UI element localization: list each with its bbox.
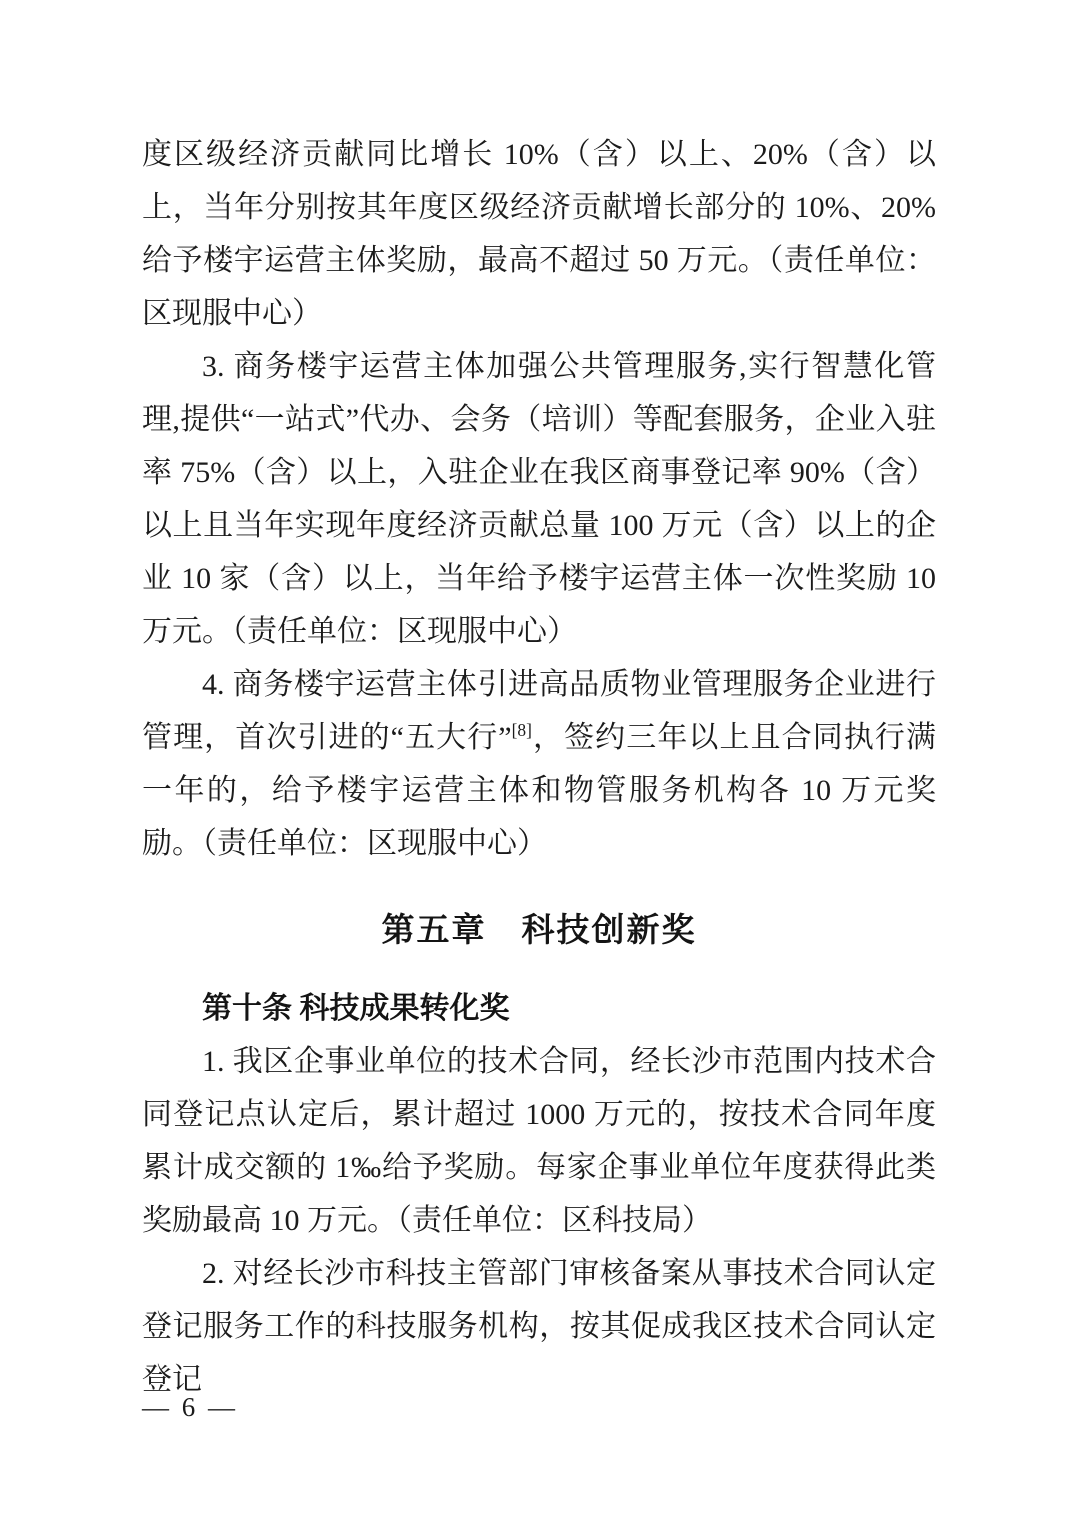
paragraph-item-3: 3. 商务楼宇运营主体加强公共管理服务,实行智慧化管理,提供“一站式”代办、会务（培训）等配套服务，企业入驻率 75%（含）以上，入驻企业在我区商事登记率 90%（含）以上且当年实现年度经济贡献总量 100 万元（含）以上的企业 10 家（含）以上，当年给予楼宇运营主体一次性奖励 10 万元。（责任单位：区现服中心）	[142, 350, 936, 648]
document-body	[142, 128, 936, 1406]
paragraph-continuation: 度区级经济贡献同比增长 10%（含）以上、20%（含）以上，当年分别按其年度区级经济贡献增长部分的 10%、20%给予楼宇运营主体奖励，最高不超过 50 万元。（责任单位：区现服中心）	[142, 138, 936, 330]
chapter-heading: 第五章 科技创新奖	[381, 911, 697, 948]
paragraph-tech-item-1: 1. 我区企事业单位的技术合同，经长沙市范围内技术合同登记点认定后，累计超过 1000 万元的，按技术合同年度累计成交额的 1‰给予奖励。每家企事业单位年度获得此类奖励最高 10 万元。（责任单位：区科技局）	[142, 1045, 936, 1237]
paragraph-tech-item-2: 2. 对经长沙市科技主管部门审核备案从事技术合同认定登记服务工作的科技服务机构，按其促成我区技术合同认定登记	[142, 1257, 936, 1396]
paragraph-item-4-text-after: ，签约三年以上且合同执行满一年的，给予楼宇运营主体和物管服务机构各 10 万元奖励。（责任单位：区现服中心）	[142, 721, 937, 860]
paragraph-item-4-text-before: 4. 商务楼宇运营主体引进高品质物业管理服务企业进行管理，首次引进的“五大行”	[142, 668, 936, 754]
footnote-ref-8: [8]	[511, 720, 532, 740]
page-footer	[142, 1390, 238, 1424]
paragraph-item-4	[142, 658, 936, 870]
page-number: — 6 —	[142, 1392, 238, 1422]
article-heading: 第十条 科技成果转化奖	[202, 992, 510, 1025]
